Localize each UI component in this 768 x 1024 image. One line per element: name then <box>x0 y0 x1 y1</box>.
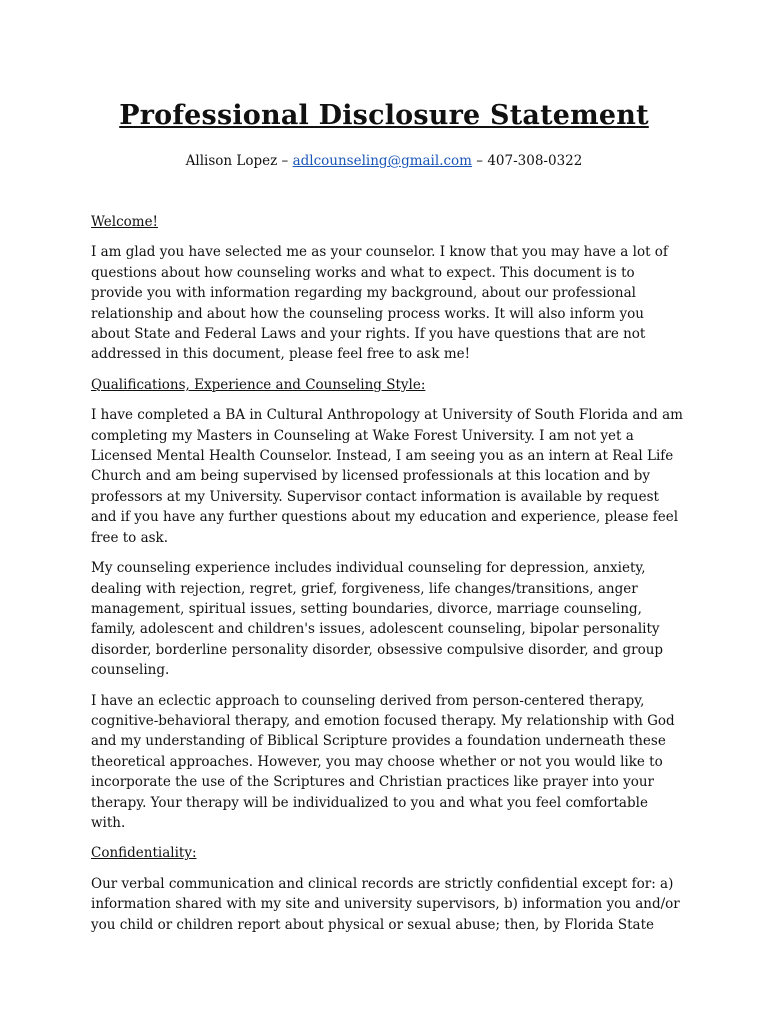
contact-name: Allison Lopez <box>185 153 278 169</box>
contact-separator: – <box>277 153 293 169</box>
paragraph-qualifications-experience: My counseling experience includes individual counseling for depression, anxiety, dealing with rejection, regret, grief, forgiveness, life changes/transitions, anger management, spiritual issues, setting boundaries, divorce, marriage counseling, family, adolescent and children's issues, adolescent counseling, bipolar personality disorder, borderline personality disorder, obsessive compulsive disorder, and group counseling. <box>91 560 664 679</box>
paragraph-qualifications-approach: I have an eclectic approach to counseling derived from person-centered therapy, cognitive-behavioral therapy, and emotion focused therapy. My relationship with God and my understanding of Biblical Scripture provides a foundation underneath these theoretical approaches. However, you may choose whether or not you would like to incorporate the use of the Scriptures and Christian practices like prayer into your therapy. Your therapy will be individualized to you and what you feel comfortable with. <box>91 692 675 831</box>
paragraph-welcome-intro: I am glad you have selected me as your counselor. I know that you may have a lot of questions about how counseling works and what to expect. This document is to provide you with information regarding my background, about our professional relationship and about how the counseling process works. It will also inform you about State and Federal Laws and your rights. If you have questions that are not addressed in this document, please feel free to ask me! <box>91 244 668 363</box>
section-heading-welcome: Welcome! <box>91 214 158 230</box>
section-heading-confidentiality: Confidentiality: <box>91 845 197 862</box>
page-title: Professional Disclosure Statement <box>119 100 649 131</box>
contact-line <box>0 150 768 172</box>
paragraph-confidentiality: Our verbal communication and clinical records are strictly confidential except for: a) information shared with my site and university supervisors, b) information you and/or you child or children report about physical or sexual abuse; then, by Florida State <box>91 875 680 933</box>
contact-separator: – <box>471 153 488 169</box>
email-link[interactable]: adlcounseling@gmail.com <box>292 153 472 169</box>
section-heading-qualifications: Qualifications, Experience and Counseling Style: <box>91 376 426 393</box>
contact-phone: 407-308-0322 <box>487 153 583 169</box>
paragraph-qualifications-education: I have completed a BA in Cultural Anthropology at University of South Florida and am completing my Masters in Counseling at Wake Forest University. I am not yet a Licensed Mental Health Counselor. Instead, I am seeing you as an intern at Real Life Church and am being supervised by licensed professionals at this location and by professors at my University. Supervisor contact information is available by request and if you have any further questions about my education and experience, please feel free to ask. <box>91 407 683 546</box>
document-body <box>91 212 683 945</box>
